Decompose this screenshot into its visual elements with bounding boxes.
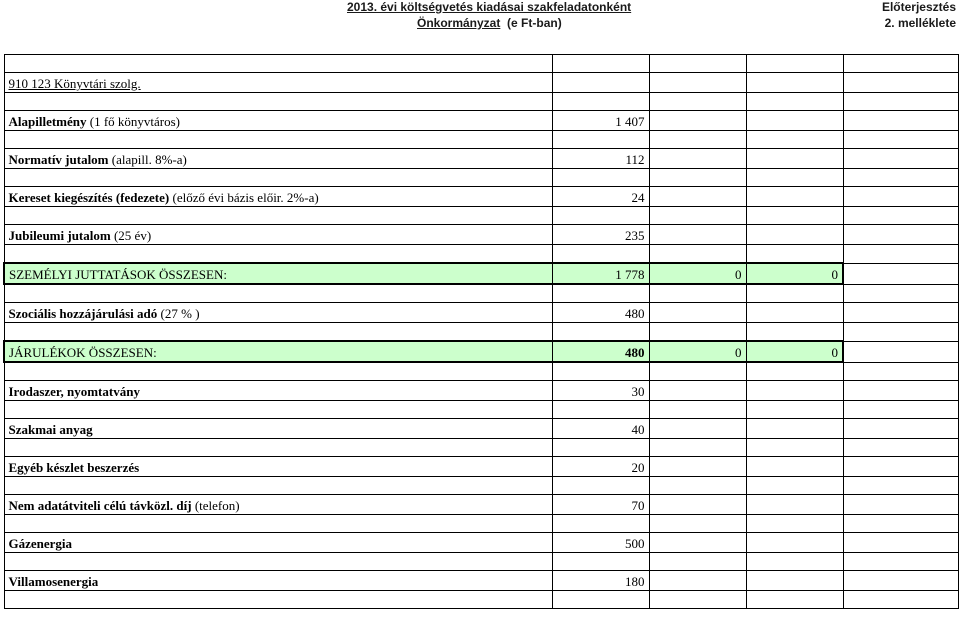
table-row: [4, 495, 958, 515]
table-row: [4, 457, 958, 477]
row-label: Gázenergia: [4, 533, 552, 553]
row-value: 112: [552, 149, 649, 169]
page-subtitle: [417, 16, 562, 30]
row-label-detail: (előző évi bázis előir. 2%-a): [169, 190, 319, 205]
table-row-total: [4, 341, 958, 362]
unit-label: (e Ft-ban): [507, 16, 562, 30]
row-label: Nem adatátviteli célú távközl. díj: [8, 498, 192, 513]
table-row: [4, 571, 958, 591]
table-row: [4, 225, 958, 245]
row-value: 500: [552, 533, 649, 553]
row-value: 70: [552, 495, 649, 515]
total-value: 480: [552, 341, 649, 362]
row-label: Normatív jutalom: [8, 152, 109, 167]
total-label: JÁRULÉKOK ÖSSZESEN:: [4, 341, 552, 362]
row-value: 1 407: [552, 111, 649, 131]
total-value-3: 0: [746, 263, 843, 284]
row-value: 24: [552, 187, 649, 207]
total-value-3: 0: [746, 341, 843, 362]
row-label: Irodaszer, nyomtatvány: [4, 381, 552, 401]
row-label-detail: (telefon): [191, 498, 240, 513]
page-title: 2013. évi költségvetés kiadásai szakfeladatonként: [347, 0, 632, 14]
budget-table: [3, 54, 959, 609]
row-value: 30: [552, 381, 649, 401]
table-row: [4, 533, 958, 553]
row-label: Egyéb készlet beszerzés: [4, 457, 552, 477]
row-label-detail: (alapill. 8%-a): [108, 152, 187, 167]
row-value: 180: [552, 571, 649, 591]
total-value: 1 778: [552, 263, 649, 284]
row-value: 20: [552, 457, 649, 477]
table-row: [4, 149, 958, 169]
table-row-total: [4, 263, 958, 284]
total-value-2: 0: [649, 263, 746, 284]
total-value-2: 0: [649, 341, 746, 362]
section-label: 910 123 Könyvtári szolg.: [4, 73, 552, 93]
row-value: 40: [552, 419, 649, 439]
row-label-detail: (25 év): [110, 228, 152, 243]
table-row: [4, 419, 958, 439]
row-label: Jubileumi jutalom: [8, 228, 111, 243]
row-label-detail: (27 % ): [157, 306, 200, 321]
table-row: [4, 187, 958, 207]
row-label: Villamosenergia: [4, 571, 552, 591]
organization-name: Önkormányzat: [417, 16, 501, 30]
status-label: Előterjesztés: [881, 0, 956, 14]
row-label: Szociális hozzájárulási adó: [8, 306, 158, 321]
table-row-section: [4, 73, 958, 93]
row-value: 235: [552, 225, 649, 245]
table-row: [4, 303, 958, 323]
annex-label: 2. melléklete: [884, 16, 956, 30]
table-row: [4, 381, 958, 401]
row-value: 480: [552, 303, 649, 323]
table-row: [4, 111, 958, 131]
total-label: SZEMÉLYI JUTTATÁSOK ÖSSZESEN:: [4, 263, 552, 284]
row-label: Alapilletmény: [8, 114, 87, 129]
row-label: Szakmai anyag: [4, 419, 552, 439]
row-label-detail: (1 fő könyvtáros): [86, 114, 181, 129]
row-label: Kereset kiegészítés (fedezete): [8, 190, 170, 205]
